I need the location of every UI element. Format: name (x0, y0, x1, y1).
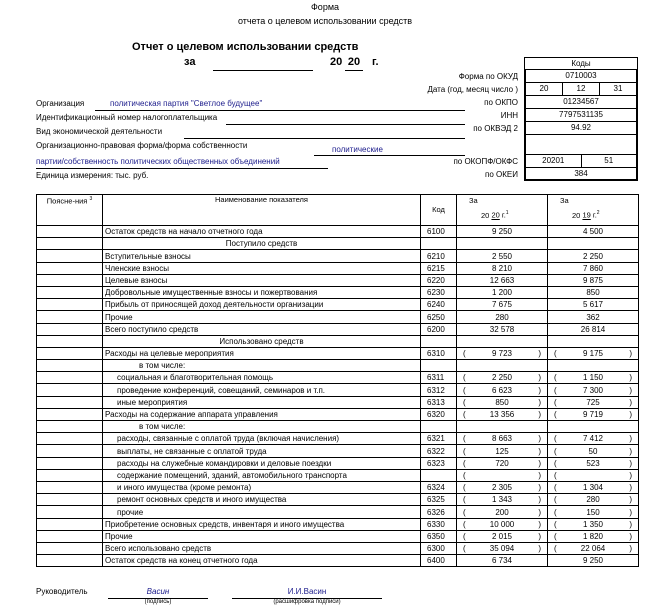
row-current-value: ( 2 305 ) (457, 481, 548, 493)
row-note (37, 481, 103, 493)
row-name: Всего использовано средств (103, 542, 421, 554)
row-note (37, 494, 103, 506)
row-name: социальная и благотворительная помощь (103, 372, 421, 384)
row-code: 6325 (421, 494, 457, 506)
legal-form-line-1 (314, 155, 465, 156)
row-current-value: 32 578 (457, 323, 548, 335)
row-previous-value: ( ) (548, 469, 639, 481)
row-current-value: 2 550 (457, 250, 548, 262)
row-note (37, 421, 103, 433)
row-current-value: 12 663 (457, 274, 548, 286)
okud-label: Форма по ОКУД (458, 72, 518, 81)
row-name: прочие (103, 506, 421, 518)
row-current-value: ( 1 343 ) (457, 494, 548, 506)
table-header-row (37, 195, 639, 226)
row-current-value: ( 125 ) (457, 445, 548, 457)
okopf-value: 20201 (526, 155, 582, 167)
head-name-caption: (расшифровка подписи) (273, 599, 341, 605)
row-note (37, 555, 103, 567)
row-name: Использовано средств (103, 335, 421, 347)
row-note (37, 335, 103, 347)
row-code: 6323 (421, 457, 457, 469)
col-current-header: За 20 20 г.$^1$ (457, 195, 548, 226)
row-previous-value: 7 860 (548, 262, 639, 274)
row-code: 6330 (421, 518, 457, 530)
row-name: в том числе: (103, 421, 421, 433)
row-previous-value: ( 22 064 ) (548, 542, 639, 554)
row-note (37, 396, 103, 408)
row-current-value (457, 238, 548, 250)
row-previous-value: 9 250 (548, 555, 639, 567)
row-previous-value: 850 (548, 286, 639, 298)
row-previous-value: ( 1 150 ) (548, 372, 639, 384)
page-title: Отчет о целевом использовании средств (132, 41, 359, 53)
row-previous-value: 26 814 (548, 323, 639, 335)
row-current-value: ( 720 ) (457, 457, 548, 469)
row-note (37, 323, 103, 335)
row-note (37, 372, 103, 384)
row-code: 6320 (421, 408, 457, 420)
unit-label: Единица измерения: тыс. руб. (36, 171, 149, 180)
org-label: Организация (36, 99, 85, 108)
row-name: Поступило средств (103, 238, 421, 250)
table-row (37, 299, 639, 311)
date-year: 20 (526, 83, 563, 95)
row-previous-value: ( 7 412 ) (548, 433, 639, 445)
table-row (37, 286, 639, 298)
row-code: 6400 (421, 555, 457, 567)
row-previous-value: 2 250 (548, 250, 639, 262)
row-name: Прочие (103, 530, 421, 542)
row-current-value: ( 13 356 ) (457, 408, 548, 420)
row-previous-value: ( 9 719 ) (548, 408, 639, 420)
row-note (37, 445, 103, 457)
table-row (37, 323, 639, 335)
table-row (37, 481, 639, 493)
row-previous-value: ( 7 300 ) (548, 384, 639, 396)
row-note (37, 506, 103, 518)
row-note (37, 274, 103, 286)
row-current-value: ( 6 623 ) (457, 384, 548, 396)
row-previous-value (548, 238, 639, 250)
row-current-value: ( 850 ) (457, 396, 548, 408)
row-name: выплаты, не связанные с оплатой труда (103, 445, 421, 457)
year-line (345, 70, 363, 71)
signature: Васин (146, 587, 170, 596)
row-code: 6100 (421, 226, 457, 238)
row-current-value (457, 360, 548, 372)
row-name: Членские взносы (103, 262, 421, 274)
table-row (37, 274, 639, 286)
inn-value: 7797531135 (559, 110, 603, 119)
row-previous-value: ( 1 820 ) (548, 530, 639, 542)
row-current-value: 1 200 (457, 286, 548, 298)
row-name: Добровольные имущественные взносы и пожертвования (103, 286, 421, 298)
row-code: 6322 (421, 445, 457, 457)
row-code: 6215 (421, 262, 457, 274)
col-code-header: Код (421, 195, 457, 226)
row-note (37, 530, 103, 542)
table-row (37, 469, 639, 481)
legal-form-line-2 (36, 168, 328, 169)
legal-form-value-2: партии/собственность политических общественных объединений (36, 157, 280, 166)
row-code (421, 360, 457, 372)
okved-value: 94.92 (570, 123, 592, 132)
row-name: Расходы на содержание аппарата управления (103, 408, 421, 420)
form-label: Форма (310, 2, 340, 12)
row-code: 6310 (421, 347, 457, 359)
row-previous-value: ( 523 ) (548, 457, 639, 469)
row-name: Приобретение основных средств, инвентаря и иного имущества (103, 518, 421, 530)
row-current-value: ( 2 250 ) (457, 372, 548, 384)
okei-value: 384 (574, 169, 588, 178)
row-note (37, 457, 103, 469)
row-code: 6220 (421, 274, 457, 286)
row-code: 6313 (421, 396, 457, 408)
okei-label: по ОКЕИ (485, 170, 518, 179)
row-name: Остаток средств на конец отчетного года (103, 555, 421, 567)
date-day: 31 (613, 84, 623, 93)
table-row (37, 457, 639, 469)
inn-line (226, 124, 465, 125)
row-name: проведение конференций, совещаний, семинаров и т.п. (103, 384, 421, 396)
row-note (37, 347, 103, 359)
row-note (37, 433, 103, 445)
table-row (37, 555, 639, 567)
org-line (95, 110, 465, 111)
row-current-value: ( 8 663 ) (457, 433, 548, 445)
table-row (37, 335, 639, 347)
year-value: 20 (347, 56, 361, 68)
row-previous-value: ( 1 304 ) (548, 481, 639, 493)
legal-form-value-1: политические (332, 145, 383, 154)
row-note (37, 408, 103, 420)
row-name: Прочие (103, 311, 421, 323)
table-row (37, 347, 639, 359)
row-current-value: ( 2 015 ) (457, 530, 548, 542)
row-name: содержание помещений, зданий, автомобильного транспорта (103, 469, 421, 481)
row-current-value: ( ) (457, 469, 548, 481)
row-note (37, 384, 103, 396)
row-note (37, 518, 103, 530)
table-row (37, 542, 639, 554)
row-note (37, 542, 103, 554)
row-note (37, 299, 103, 311)
row-code: 6311 (421, 372, 457, 384)
okopf-label: по ОКОПФ/ОКФС (453, 157, 518, 166)
table-row (37, 530, 639, 542)
table-row (37, 396, 639, 408)
col-previous-header: За 20 19 г.$^2$ (548, 195, 639, 226)
date-month: 12 (563, 83, 600, 95)
inn-code-label: ИНН (500, 111, 518, 120)
row-name: расходы на служебные командировки и деловые поездки (103, 457, 421, 469)
row-note (37, 250, 103, 262)
row-previous-value (548, 360, 639, 372)
row-previous-value: ( 280 ) (548, 494, 639, 506)
row-previous-value: 362 (548, 311, 639, 323)
row-note (37, 238, 103, 250)
row-current-value: ( 10 000 ) (457, 518, 548, 530)
row-code: 6210 (421, 250, 457, 262)
activity-line (184, 138, 465, 139)
year-suffix: г. (372, 56, 379, 68)
activity-label: Вид экономической деятельности (36, 127, 163, 136)
row-code (421, 421, 457, 433)
row-current-value: ( 9 723 ) (457, 347, 548, 359)
table-row (37, 262, 639, 274)
table-row (37, 226, 639, 238)
okud-value: 0710003 (565, 71, 597, 80)
row-name: Вступительные взносы (103, 250, 421, 262)
row-previous-value (548, 335, 639, 347)
row-note (37, 469, 103, 481)
row-previous-value: ( 725 ) (548, 396, 639, 408)
row-code: 6321 (421, 433, 457, 445)
row-name: Всего поступило средств (103, 323, 421, 335)
okpo-label: по ОКПО (484, 98, 518, 107)
row-current-value (457, 421, 548, 433)
table-row (37, 494, 639, 506)
row-previous-value (548, 421, 639, 433)
okfs-value: 51 (604, 156, 614, 165)
table-row (37, 506, 639, 518)
row-current-value: ( 35 094 ) (457, 542, 548, 554)
col-name-header: Наименование показателя (103, 195, 421, 226)
okpo-value: 01234567 (563, 97, 599, 106)
row-code (421, 469, 457, 481)
report-table (36, 194, 639, 567)
table-row (37, 238, 639, 250)
row-name: Прибыль от приносящей доход деятельности организации (103, 299, 421, 311)
row-code: 6250 (421, 311, 457, 323)
signature-caption: (подпись) (144, 599, 172, 605)
form-subtitle: отчета о целевом использовании средств (237, 16, 413, 26)
year-prefix: 20 (330, 56, 343, 68)
table-row (37, 372, 639, 384)
row-name: Расходы на целевые мероприятия (103, 347, 421, 359)
codes-header: Коды (571, 59, 591, 68)
table-row (37, 384, 639, 396)
legal-form-label: Организационно-правовая форма/форма собственности (36, 141, 248, 150)
head-name: И.И.Васин (287, 587, 327, 596)
table-row (37, 421, 639, 433)
row-previous-value: 9 875 (548, 274, 639, 286)
row-code: 6326 (421, 506, 457, 518)
row-code (421, 335, 457, 347)
table-row (37, 433, 639, 445)
row-code (421, 238, 457, 250)
row-previous-value: ( 150 ) (548, 506, 639, 518)
row-name: в том числе: (103, 360, 421, 372)
row-current-value: ( 200 ) (457, 506, 548, 518)
row-note (37, 262, 103, 274)
row-note (37, 311, 103, 323)
row-name: расходы, связанные с оплатой труда (включая начисления) (103, 433, 421, 445)
okved-label: по ОКВЭД 2 (473, 124, 518, 133)
table-row (37, 408, 639, 420)
row-name: Целевые взносы (103, 274, 421, 286)
row-previous-value: 4 500 (548, 226, 639, 238)
table-row (37, 311, 639, 323)
row-current-value: 8 210 (457, 262, 548, 274)
row-code: 6200 (421, 323, 457, 335)
row-code: 6350 (421, 530, 457, 542)
table-row (37, 518, 639, 530)
period-line (213, 70, 313, 71)
row-current-value (457, 335, 548, 347)
table-row (37, 250, 639, 262)
table-row (37, 445, 639, 457)
org-value: политическая партия "Светлое будущее" (110, 99, 263, 108)
row-name: иные мероприятия (103, 396, 421, 408)
row-current-value: 6 734 (457, 555, 548, 567)
row-note (37, 360, 103, 372)
row-current-value: 280 (457, 311, 548, 323)
row-previous-value: ( 9 175 ) (548, 347, 639, 359)
row-code: 6240 (421, 299, 457, 311)
table-row (37, 360, 639, 372)
col-note-header: Поясне-ния $^3$ (37, 195, 103, 226)
row-name: ремонт основных средств и иного имущества (103, 494, 421, 506)
inn-label: Идентификационный номер налогоплательщика (36, 113, 218, 122)
period-prefix: за (184, 56, 196, 68)
row-previous-value: ( 50 ) (548, 445, 639, 457)
codes-box (524, 57, 638, 181)
date-label: Дата (год, месяц число ) (427, 85, 518, 94)
row-name: Остаток средств на начало отчетного года (103, 226, 421, 238)
row-code: 6324 (421, 481, 457, 493)
head-label: Руководитель (36, 587, 88, 596)
row-previous-value: ( 1 350 ) (548, 518, 639, 530)
row-current-value: 7 675 (457, 299, 548, 311)
row-note (37, 286, 103, 298)
row-code: 6312 (421, 384, 457, 396)
row-previous-value: 5 617 (548, 299, 639, 311)
row-name: и иного имущества (кроме ремонта) (103, 481, 421, 493)
row-code: 6230 (421, 286, 457, 298)
row-code: 6300 (421, 542, 457, 554)
row-note (37, 226, 103, 238)
row-current-value: 9 250 (457, 226, 548, 238)
